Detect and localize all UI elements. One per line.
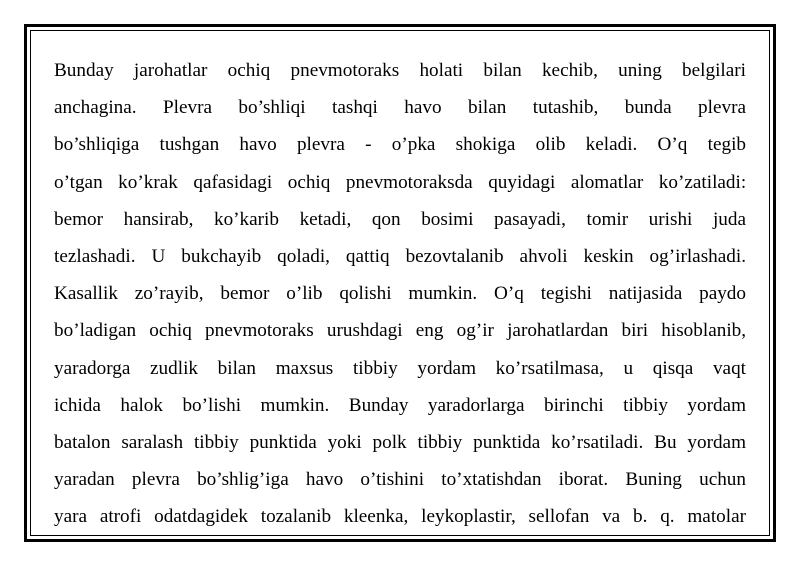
text-line: yaradorga zudlik bilan maxsus tibbiy yordam ko’rsatilmasa, u qisqa vaqt (54, 357, 746, 379)
text-line: ichida halok bo’lishi mumkin. Bunday yaradorlarga birinchi tibbiy yordam (54, 394, 746, 416)
text-line: Bunday jarohatlar ochiq pnevmotoraks holati bilan kechib, uning belgilari (54, 60, 746, 81)
text-line: bemor hansirab, ko’karib ketadi, qon bosimi pasayadi, tomir urishi juda (54, 208, 746, 230)
text-line: tezlashadi. U bukchayib qoladi, qattiq bezovtalanib ahvoli keskin og’irlashadi. (54, 245, 746, 267)
text-line: bo’shliqiga tushgan havo plevra - o’pka shokiga olib keladi. O’q tegib (54, 134, 746, 156)
text-line: yara atrofi odatdagidek tozalanib kleenka, leykoplastir, sellofan va b. q. matolar (54, 506, 746, 528)
text-line: o’tgan ko’krak qafasidagi ochiq pnevmotoraksda quyidagi alomatlar ko’zatiladi: (54, 171, 747, 193)
text-line: yaradan plevra bo’shlig’iga havo o’tishini to’xtatishdan iborat. Buning uchun (54, 469, 746, 491)
text-line: bo’ladigan ochiq pnevmotoraks urushdagi eng og’ir jarohatlardan biri hisoblanib, (54, 320, 747, 342)
text-line: anchagina. Plevra bo’shliqi tashqi havo bilan tutashib, bunda plevra (54, 97, 746, 119)
text-line: Kasallik zo’rayib, bemor o’lib qolishi mumkin. O’q tegishi natijasida paydo (54, 283, 746, 305)
text-line: batalon saralash tibbiy punktida yoki polk tibbiy punktida ko’rsatiladi. Bu yordam (54, 431, 746, 453)
document-body (54, 52, 746, 535)
